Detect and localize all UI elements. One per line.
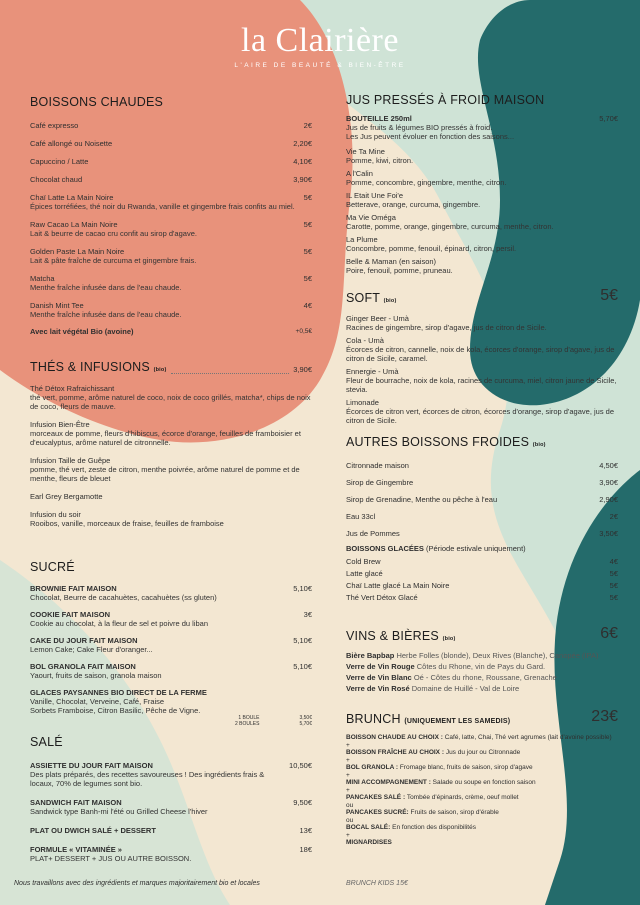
menu-item	[30, 301, 312, 319]
item-price: 13€	[299, 826, 312, 835]
item-desc: Menthe fraîche infusée dans de l'eau chaude.	[30, 283, 182, 292]
brunch-separator: +	[346, 832, 350, 839]
brunch-separator: +	[346, 757, 350, 764]
item-desc: Sandwick type Banh-mi l'été ou Grilled Cheese l'hiver	[30, 807, 208, 816]
item-desc: Fleur de bourrache, noix de kola, racines de curcuma, miel, citron jaune de Sicile, stevia.	[346, 376, 617, 394]
menu-item	[30, 636, 312, 654]
menu-item	[30, 456, 312, 483]
section-autres	[346, 435, 618, 546]
brunch-line	[346, 839, 618, 847]
item-desc: Écorces de citron vert, écorces de citron, écorces d'orange, sirop d'agave, jus de citron de Sicile.	[346, 407, 615, 425]
item-price: 18€	[299, 845, 312, 854]
section-price: 6€	[600, 625, 618, 642]
item-price: 9,50€	[293, 798, 312, 807]
brunch-item-name: BOISSON CHAUDE AU CHOIX :	[346, 734, 443, 741]
item-name: GLACES PAYSANNES BIO DIRECT DE LA FERME	[30, 688, 207, 697]
item-name: Belle & Maman (en saison)	[346, 257, 437, 266]
item-name: Café expresso	[30, 121, 79, 130]
menu-item	[30, 157, 312, 166]
item-name: FORMULE « VITAMINÉE »	[30, 845, 122, 854]
item-name: Citronnade maison	[346, 461, 409, 470]
menu-item	[346, 235, 618, 253]
item-name: Café allongé ou Noisette	[30, 139, 113, 148]
item-price: 2,20€	[293, 139, 312, 148]
glaces-prices	[30, 715, 312, 727]
item-price: 5,10€	[293, 636, 312, 645]
item-desc: Yaourt, fruits de saison, granola maison	[30, 671, 162, 680]
menu-item	[346, 581, 618, 590]
menu-item	[346, 213, 618, 231]
item-desc: Concombre, pomme, fenouil, épinard, citron, persil.	[346, 244, 517, 253]
brunch-item-desc: Tombée d'épinards, crème, oeuf mollet	[406, 794, 519, 801]
item-desc: Lait & pâte fraîche de curcuma et gingembre frais.	[30, 256, 197, 265]
brunch-item-desc: Jus du jour ou Citronnade	[445, 749, 521, 756]
item-price: 2€	[303, 121, 312, 130]
option-name: Avec lait végétal Bio (avoine)	[30, 327, 134, 336]
brunch-separator: ou	[346, 802, 354, 809]
menu-item	[30, 845, 312, 863]
menu-item	[30, 274, 312, 292]
hot-drinks-list	[30, 121, 312, 319]
section-sucre	[30, 560, 312, 727]
menu-item	[346, 169, 618, 187]
item-desc: Sorbets Framboise, Citron Basilic, Pêche de Vigne.	[30, 706, 201, 715]
menu-item	[30, 220, 312, 238]
soft-list	[346, 314, 618, 425]
item-desc: Carotte, pomme, orange, gingembre, curcuma, menthe, citron.	[346, 222, 554, 231]
item-desc: Menthe fraîche infusée dans de l'eau chaude.	[30, 310, 182, 319]
section-soft	[346, 287, 618, 429]
brunch-line	[346, 794, 618, 802]
wine-item	[346, 662, 618, 671]
menu-item	[30, 420, 312, 447]
brunch-separator: +	[346, 742, 350, 749]
item-name: Cola - Umà	[346, 336, 384, 345]
item-name: Jus de Pommes	[346, 529, 400, 538]
item-desc: Lait & beurre de cacao cru confit au sirop d'agave.	[30, 229, 197, 238]
brunch-separator: +	[346, 772, 350, 779]
bottle-item	[346, 114, 618, 141]
section-title: JUS PRESSÉS À FROID MAISON	[346, 93, 545, 107]
brunch-item-desc: Fruits de saison, sirop d'érable	[410, 809, 499, 816]
item-name: Raw Cacao La Main Noire	[30, 220, 118, 229]
item-name: Chaï Latte glacé La Main Noire	[346, 581, 450, 590]
iced-drinks-list	[346, 557, 618, 602]
menu-item	[346, 191, 618, 209]
section-jus	[346, 93, 618, 279]
menu-item	[346, 593, 618, 602]
section-title	[346, 291, 397, 305]
brunch-item-name: MIGNARDISES	[346, 839, 392, 846]
item-desc: Racines de gingembre, sirop d'agave, jus de citron de Sicile.	[346, 323, 547, 332]
item-name: PLAT OU DWICH SALÉ + DESSERT	[30, 826, 156, 835]
item-price: 3,90€	[599, 478, 618, 487]
menu-item	[30, 193, 312, 211]
item-desc: Rooibos, vanille, morceaux de fraise, feuilles de framboise	[30, 519, 224, 528]
item-price: 10,50€	[289, 761, 312, 770]
item-desc: thé vert, pomme, arôme naturel de coco, noix de coco grillés, matcha*, chips de noix de coco, fleurs de mauve.	[30, 393, 311, 411]
item-price: 5,10€	[293, 584, 312, 593]
option-price: 3,50€	[299, 715, 312, 721]
title-text: BOISSONS GLACÉES	[346, 544, 424, 553]
brunch-line	[346, 764, 618, 772]
item-desc: Oé - Côtes du rhone, Roussane, Grenache	[413, 673, 557, 682]
item-name: Thé Détox Rafraichissant	[30, 384, 115, 393]
wine-list	[346, 651, 618, 693]
bio-badge: (bio)	[153, 367, 167, 373]
section-boissons-chaudes	[30, 95, 312, 343]
section-glacees	[346, 544, 618, 605]
item-name: Infusion Bien-Être	[30, 420, 90, 429]
menu-item	[346, 529, 618, 538]
brunch-list	[346, 734, 618, 847]
item-name: Capuccino / Latte	[30, 157, 89, 166]
item-name: Infusion du soir	[30, 510, 81, 519]
item-name: Bière Bapbap	[346, 651, 395, 660]
brunch-item-name: BOCAL SALÉ:	[346, 824, 391, 831]
menu-item	[346, 336, 618, 363]
item-desc: Poire, fenouil, pomme, pruneau.	[346, 266, 453, 275]
item-name: Ennergie - Umà	[346, 367, 399, 376]
menu-item	[346, 557, 618, 566]
option-price: +0,5€	[295, 328, 312, 335]
brunch-separator: +	[346, 787, 350, 794]
title-subtitle: (UNIQUEMENT LES SAMEDIS)	[404, 718, 511, 725]
item-desc: Pomme, concombre, gingembre, menthe, citron.	[346, 178, 507, 187]
vegetal-option	[30, 327, 312, 336]
item-name: IL Etait Une Foi'e	[346, 191, 404, 200]
item-price: 5€	[303, 274, 312, 283]
menu-item	[346, 257, 618, 275]
item-desc: Pomme, kiwi, citron.	[346, 156, 414, 165]
item-price: 5€	[303, 193, 312, 202]
item-name: Latte glacé	[346, 569, 383, 578]
brunch-item-name: BOL GRANOLA :	[346, 764, 398, 771]
item-desc: morceaux de pomme, fleurs d'hibiscus, écorce d'orange, feuilles de framboisier et d'eucalyptus, arôme naturel de citronnelle.	[30, 429, 301, 447]
menu-item	[346, 147, 618, 165]
item-name: ASSIETTE DU JOUR FAIT MAISON	[30, 761, 153, 770]
section-price: 3,90€	[293, 365, 312, 374]
item-name: BOL GRANOLA FAIT MAISON	[30, 662, 136, 671]
item-price: 4€	[609, 557, 618, 566]
menu-item	[30, 175, 312, 184]
item-name: Limonade	[346, 398, 379, 407]
cold-drinks-list	[346, 461, 618, 538]
item-name: Sirop de Grenadine, Menthe ou pêche à l'eau	[346, 495, 498, 504]
item-name: Chaï Latte La Main Noire	[30, 193, 114, 202]
item-price: 3€	[303, 610, 312, 619]
item-desc: Jus de fruits & légumes BIO pressés à froid.	[346, 123, 493, 132]
section-title: SUCRÉ	[30, 560, 75, 574]
item-price: 5€	[609, 581, 618, 590]
section-title: BOISSONS CHAUDES	[30, 95, 164, 109]
item-name: Earl Grey Bergamotte	[30, 492, 103, 501]
item-price: 5€	[303, 220, 312, 229]
menu-item	[30, 492, 312, 501]
item-price: 3,90€	[293, 175, 312, 184]
brunch-line	[346, 809, 618, 817]
brunch-item-desc: Salade ou soupe en fonction saison	[432, 779, 536, 786]
item-price: 5,10€	[293, 662, 312, 671]
menu-item	[346, 367, 618, 394]
item-price: 5,70€	[599, 114, 618, 123]
section-title	[346, 544, 618, 553]
item-name: CAKE DU JOUR FAIT MAISON	[30, 636, 138, 645]
item-desc: Lemon Cake; Cake Fleur d'oranger...	[30, 645, 153, 654]
item-name: Eau 33cl	[346, 512, 376, 521]
title-text: SOFT	[346, 291, 380, 305]
item-desc: Les Jus peuvent évoluer en fonction des saisons...	[346, 132, 515, 141]
item-desc: Côtes du Rhone, vin de Pays du Gard.	[416, 662, 546, 671]
menu-item	[30, 610, 312, 628]
menu-item	[30, 121, 312, 130]
item-name: Verre de Vin Rouge	[346, 662, 415, 671]
section-price: 5€	[600, 287, 618, 304]
title-text: VINS & BIÈRES	[346, 629, 439, 643]
item-price: 4,10€	[293, 157, 312, 166]
brand-logo	[0, 22, 640, 69]
wine-item	[346, 651, 618, 660]
glaces-item	[30, 688, 312, 715]
brunch-item-desc: Café, latte, Chai, Thé vert agrumes (lait d'avoine possible)	[444, 734, 612, 741]
item-name: Verre de Vin Rosé	[346, 684, 410, 693]
item-price: 5€	[609, 569, 618, 578]
section-price: 23€	[591, 708, 618, 725]
item-desc: Chocolat, Beurre de cacahuètes, cacahuètes (ss gluten)	[30, 593, 217, 602]
brand-tagline: L'AIRE DE BEAUTÉ & BIEN-ÊTRE	[234, 62, 406, 69]
item-name: Matcha	[30, 274, 55, 283]
brand-name: la Clairière	[241, 22, 399, 59]
item-name: BOUTEILLE 250ml	[346, 114, 412, 123]
brunch-item-desc: Fromage blanc, fruits de saison, sirop d'agave	[399, 764, 533, 771]
item-desc: Écorces de citron, cannelle, noix de kola, écorces d'orange, sirop d'agave, jus de citron de Sicile, caramel.	[346, 345, 615, 363]
item-name: Ma Vie Oméga	[346, 213, 396, 222]
section-title	[346, 435, 618, 449]
brunch-line	[346, 749, 618, 757]
menu-item	[30, 798, 312, 816]
section-thes	[30, 360, 312, 537]
menu-item	[30, 510, 312, 528]
item-desc: Épices torréfiées, thé noir du Rwanda, vanille et gingembre frais confits au miel.	[30, 202, 295, 211]
brunch-line	[346, 734, 618, 742]
menu-item	[30, 247, 312, 265]
menu-item	[30, 139, 312, 148]
item-desc: pomme, thé vert, zeste de citron, menthe poivrée, arôme naturel de pomme et de menthe, fleurs de bleuet	[30, 465, 300, 483]
item-name: Verre de Vin Blanc	[346, 673, 412, 682]
item-desc: Vanille, Chocolat, Verveine, Café, Fraise	[30, 697, 165, 706]
bio-badge: (bio)	[532, 442, 546, 448]
footer-note: Nous travaillons avec des ingrédients et marques majoritairement bio et locales	[14, 880, 260, 887]
item-name: BROWNIE FAIT MAISON	[30, 584, 117, 593]
brunch-line	[346, 824, 618, 832]
item-name: Cold Brew	[346, 557, 381, 566]
menu-item	[30, 662, 312, 680]
option-label: 1 BOULE	[238, 715, 260, 721]
brunch-item-name: PANCAKES SALÉ :	[346, 794, 406, 801]
section-vins	[346, 625, 618, 695]
item-name: Golden Paste La Main Noire	[30, 247, 125, 256]
menu-item	[30, 761, 312, 788]
title-text: AUTRES BOISSONS FROIDES	[346, 435, 530, 449]
item-name: Thé Vert Détox Glacé	[346, 593, 418, 602]
tea-list	[30, 384, 312, 528]
brunch-kids: BRUNCH KIDS 15€	[346, 880, 408, 887]
brunch-separator: ou	[346, 817, 354, 824]
item-name: A l'Calin	[346, 169, 373, 178]
wine-item	[346, 673, 618, 682]
item-price: 4€	[303, 301, 312, 310]
section-title	[346, 712, 510, 726]
item-desc: Domaine de Huillé - Val de Loire	[411, 684, 520, 693]
bio-badge: (bio)	[383, 298, 397, 304]
item-name: Danish Mint Tee	[30, 301, 84, 310]
item-name: Sirop de Gingembre	[346, 478, 414, 487]
bio-badge: (bio)	[442, 636, 456, 642]
item-name: Chocolat chaud	[30, 175, 83, 184]
item-name: SANDWICH FAIT MAISON	[30, 798, 122, 807]
item-name: La Plume	[346, 235, 378, 244]
brunch-item-name: MINI ACCOMPAGNEMENT :	[346, 779, 431, 786]
menu-item	[346, 398, 618, 425]
menu-item	[346, 461, 618, 470]
item-price: 3,50€	[599, 529, 618, 538]
section-title	[30, 360, 167, 374]
item-price: 2,90€	[599, 495, 618, 504]
menu-item	[30, 584, 312, 602]
wine-item	[346, 684, 618, 693]
item-desc: Herbe Folles (blonde), Deux Rives (Blanche), Canopée (IPA)	[396, 651, 599, 660]
section-sale	[30, 735, 312, 873]
section-title	[346, 629, 456, 643]
item-name: Vie Ta Mine	[346, 147, 385, 156]
menu-item	[346, 478, 618, 487]
item-desc: PLAT+ DESSERT + JUS OU AUTRE BOISSON.	[30, 854, 192, 863]
title-text: BRUNCH	[346, 712, 401, 726]
sweets-list	[30, 584, 312, 680]
title-note: (Période estivale uniquement)	[426, 544, 526, 553]
option-price: 5,70€	[299, 721, 312, 727]
section-brunch	[346, 708, 618, 847]
option-label: 2 BOULES	[235, 721, 260, 727]
item-desc: Betterave, orange, curcuma, gingembre.	[346, 200, 481, 209]
brunch-item-name: PANCAKES SUCRÉ:	[346, 809, 409, 816]
item-price: 5€	[303, 247, 312, 256]
savory-list	[30, 761, 312, 863]
item-desc: Des plats préparés, des recettes savoureuses ! Des ingrédients frais & locaux, 70% de legumes sont bio.	[30, 770, 265, 788]
item-price: 5€	[609, 593, 618, 602]
menu-item	[30, 384, 312, 411]
item-name: Infusion Taille de Guêpe	[30, 456, 111, 465]
menu-item	[346, 314, 618, 332]
item-price: 4,50€	[599, 461, 618, 470]
juice-list	[346, 147, 618, 275]
brunch-line	[346, 779, 618, 787]
item-desc: Cookie au chocolat, à la fleur de sel et poivre du liban	[30, 619, 209, 628]
brunch-item-name: BOISSON FRAÎCHE AU CHOIX :	[346, 749, 444, 756]
item-price: 2€	[609, 512, 618, 521]
section-title: SALÉ	[30, 735, 63, 749]
item-name: Ginger Beer - Umà	[346, 314, 409, 323]
title-text: THÉS & INFUSIONS	[30, 360, 150, 374]
menu-item	[30, 826, 312, 835]
menu-item	[346, 512, 618, 521]
menu-item	[346, 569, 618, 578]
brunch-item-desc: En fonction des disponibilités	[392, 824, 476, 831]
menu-item	[346, 495, 618, 504]
item-name: COOKIE FAIT MAISON	[30, 610, 111, 619]
